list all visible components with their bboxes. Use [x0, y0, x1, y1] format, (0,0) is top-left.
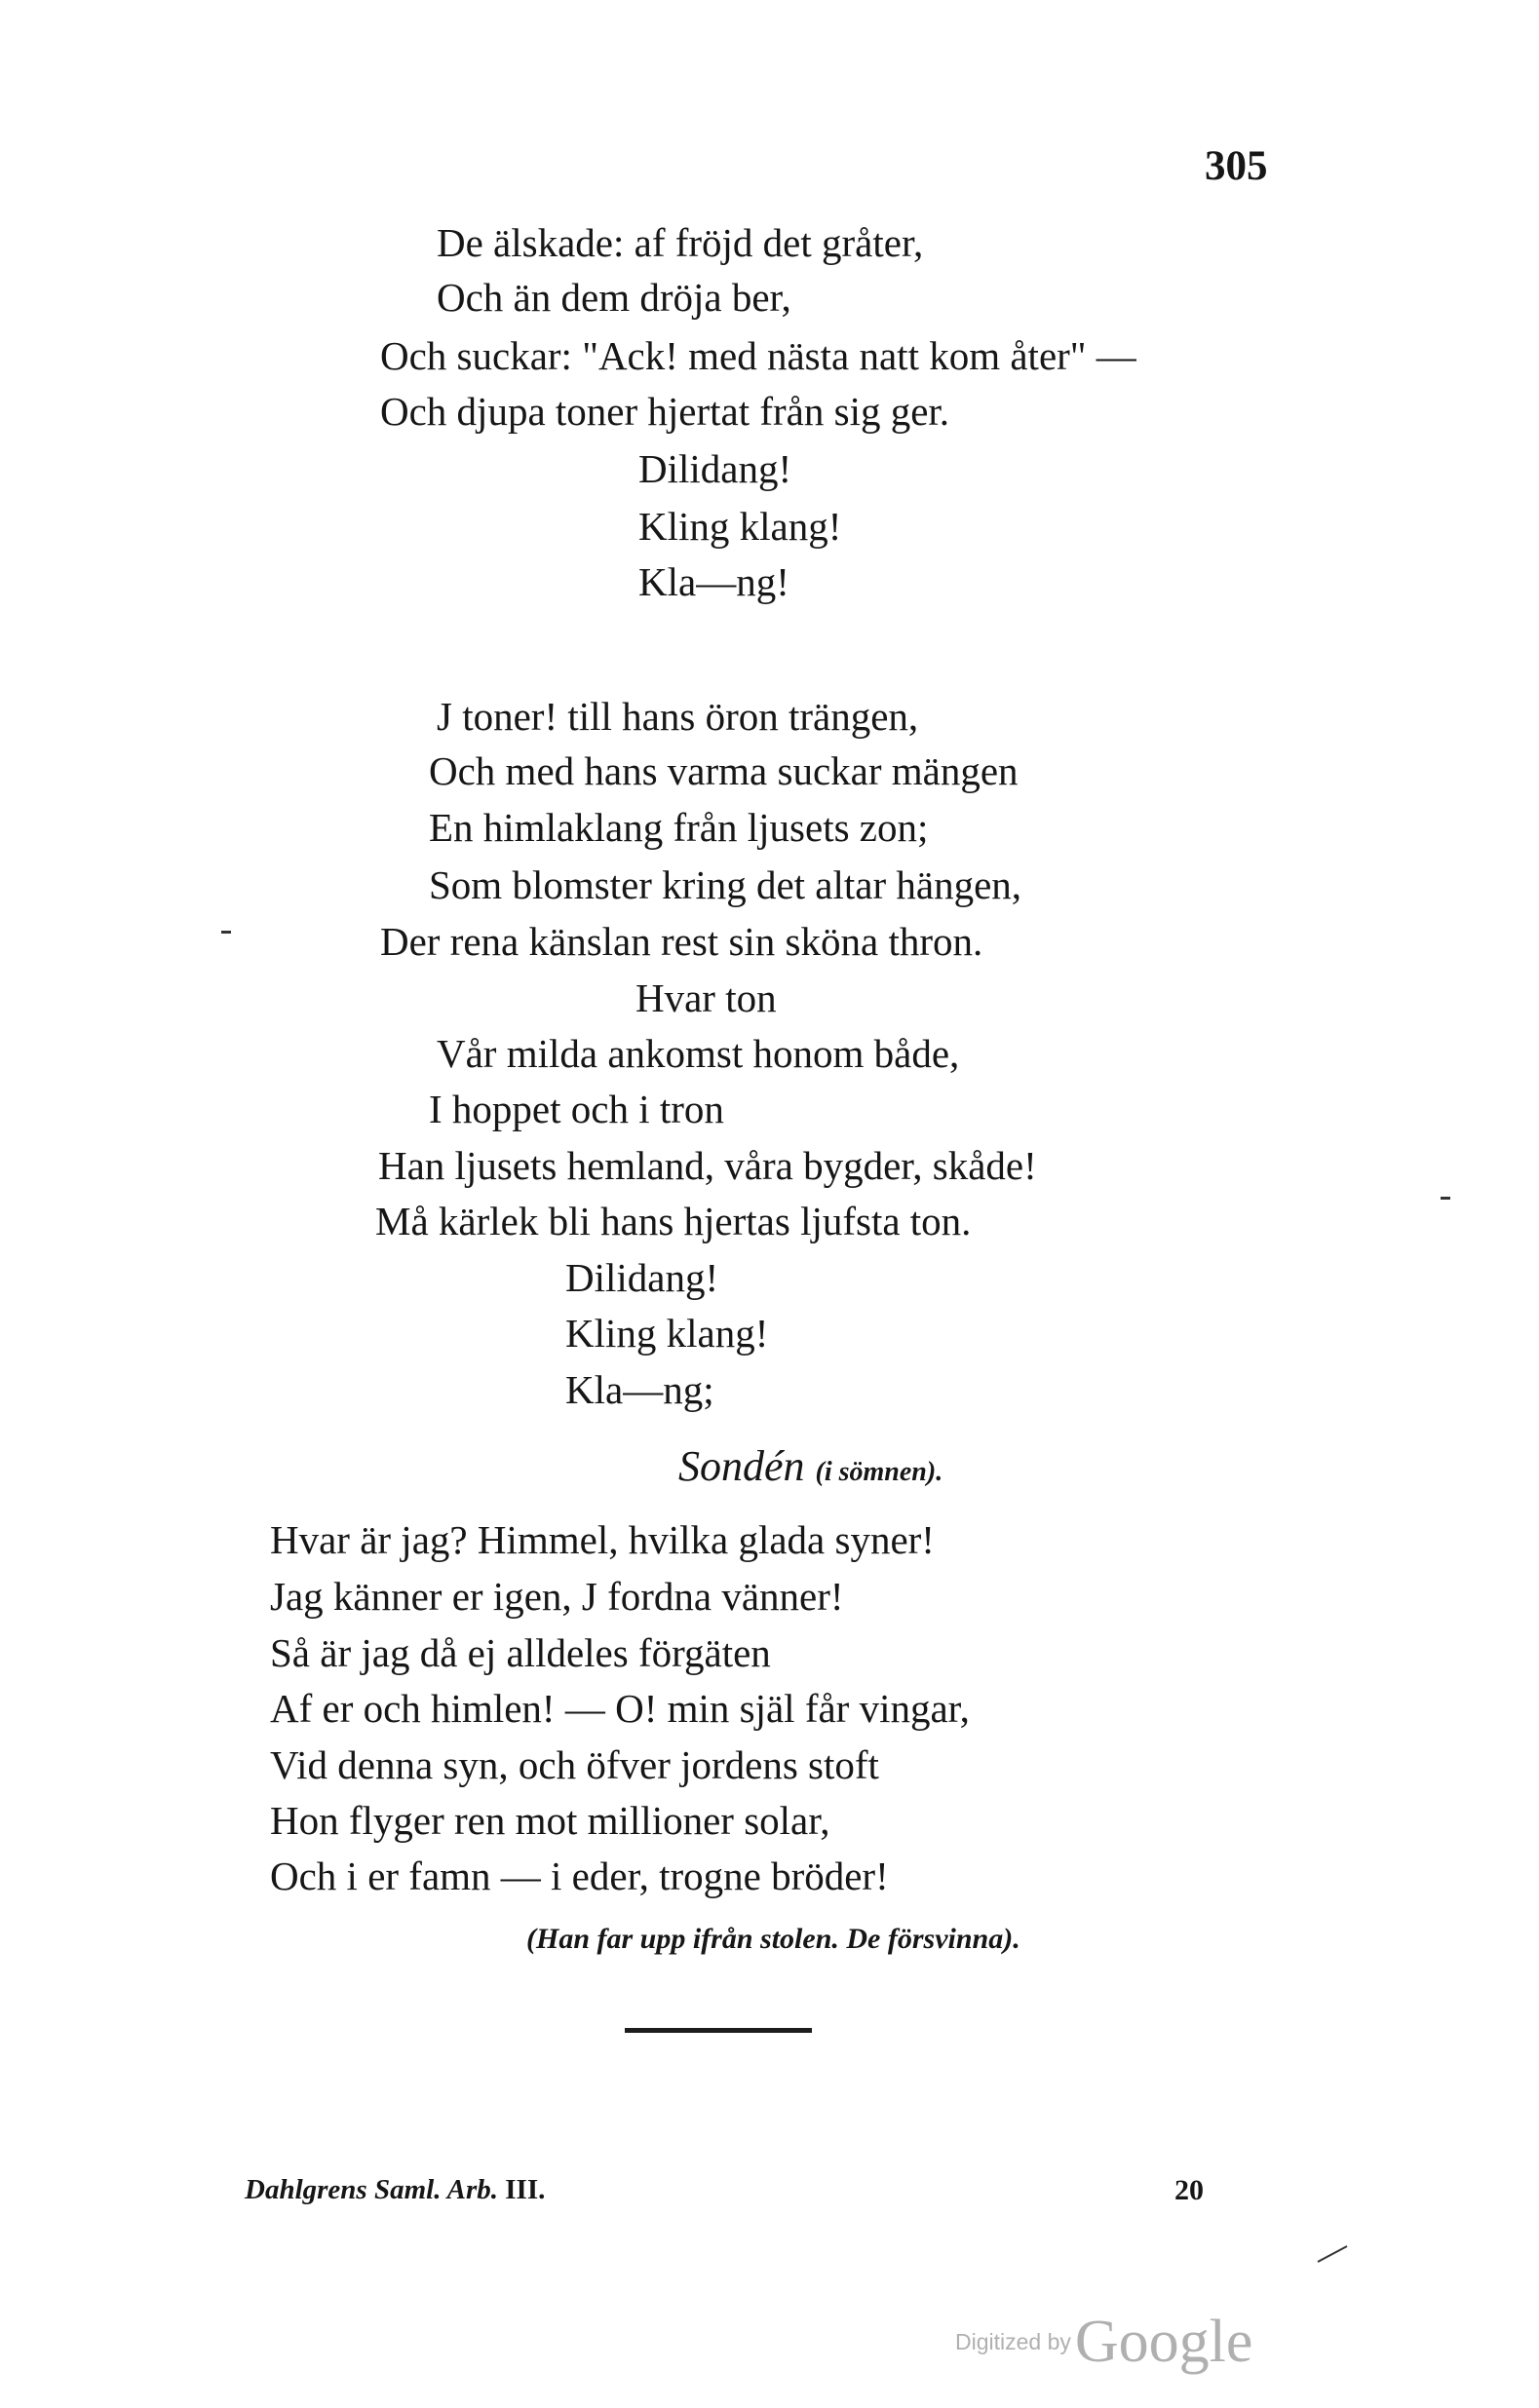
page-number: 305: [1205, 143, 1268, 189]
verse-line: Må kärlek bli hans hjertas ljufsta ton.: [375, 1199, 972, 1243]
verse-line: Och med hans varma suckar mängen: [429, 748, 1019, 793]
footer-title: Dahlgrens Saml. Arb.: [245, 2174, 498, 2205]
verse-line: Och suckar: "Ack! med nästa natt kom åter" —: [380, 333, 1136, 378]
stray-mark: [1441, 1197, 1450, 1200]
stray-mark: [221, 931, 231, 934]
speech-line: Jag känner er igen, J fordna vänner!: [270, 1574, 844, 1619]
refrain-line: Kling klang!: [638, 504, 842, 549]
footer-source: [245, 2174, 545, 2206]
verse-line: Vår milda ankomst honom både,: [437, 1031, 960, 1076]
stray-mark: [1318, 2245, 1348, 2263]
verse-line: J toner! till hans öron trängen,: [437, 694, 919, 739]
verse-line: Han ljusets hemland, våra bygder, skåde!: [378, 1143, 1037, 1188]
closing-stage-direction: (Han far upp ifrån stolen. De försvinna).: [526, 1923, 1020, 1955]
verse-line: Som blomster kring det altar hängen,: [429, 862, 1022, 907]
section-rule: [625, 2028, 812, 2033]
speech-line: Vid denna syn, och öfver jordens stoft: [270, 1742, 879, 1787]
verse-line: Hvar ton: [635, 975, 777, 1020]
speech-line: Af er och himlen! — O! min själ får vingar,: [270, 1686, 970, 1731]
refrain-line: Kla—ng!: [638, 559, 789, 604]
speaker-heading: [678, 1442, 943, 1490]
refrain-line: Kling klang!: [565, 1311, 769, 1356]
signature-mark: 20: [1174, 2174, 1204, 2206]
watermark-prefix: Digitized by: [955, 2329, 1071, 2354]
verse-line: En himlaklang från ljusets zon;: [429, 805, 929, 850]
verse-line: De älskade: af fröjd det gråter,: [437, 220, 924, 265]
verse-line: Der rena känslan rest sin sköna thron.: [380, 919, 983, 964]
speech-line: Så är jag då ej alldeles förgäten: [270, 1630, 771, 1675]
speaker-name: Sondén: [678, 1442, 805, 1490]
refrain-line: Dilidang!: [565, 1255, 719, 1300]
speech-line: Hon flyger ren mot millioner solar,: [270, 1798, 830, 1843]
refrain-line: Kla—ng;: [565, 1367, 714, 1412]
speaker-direction: (i sömnen).: [815, 1457, 943, 1487]
speech-line: Och i er famn — i eder, trogne bröder!: [270, 1854, 889, 1898]
verse-line: I hoppet och i tron: [429, 1087, 724, 1131]
verse-line: Och än dem dröja ber,: [437, 275, 791, 320]
refrain-line: Dilidang!: [638, 446, 792, 491]
footer-volume: III.: [505, 2174, 546, 2205]
google-logo-icon: Google: [1074, 2309, 1253, 2375]
speech-line: Hvar är jag? Himmel, hvilka glada syner!: [270, 1517, 935, 1562]
verse-line: Och djupa toner hjertat från sig ger.: [380, 389, 950, 434]
digitized-watermark: [955, 2308, 1252, 2377]
